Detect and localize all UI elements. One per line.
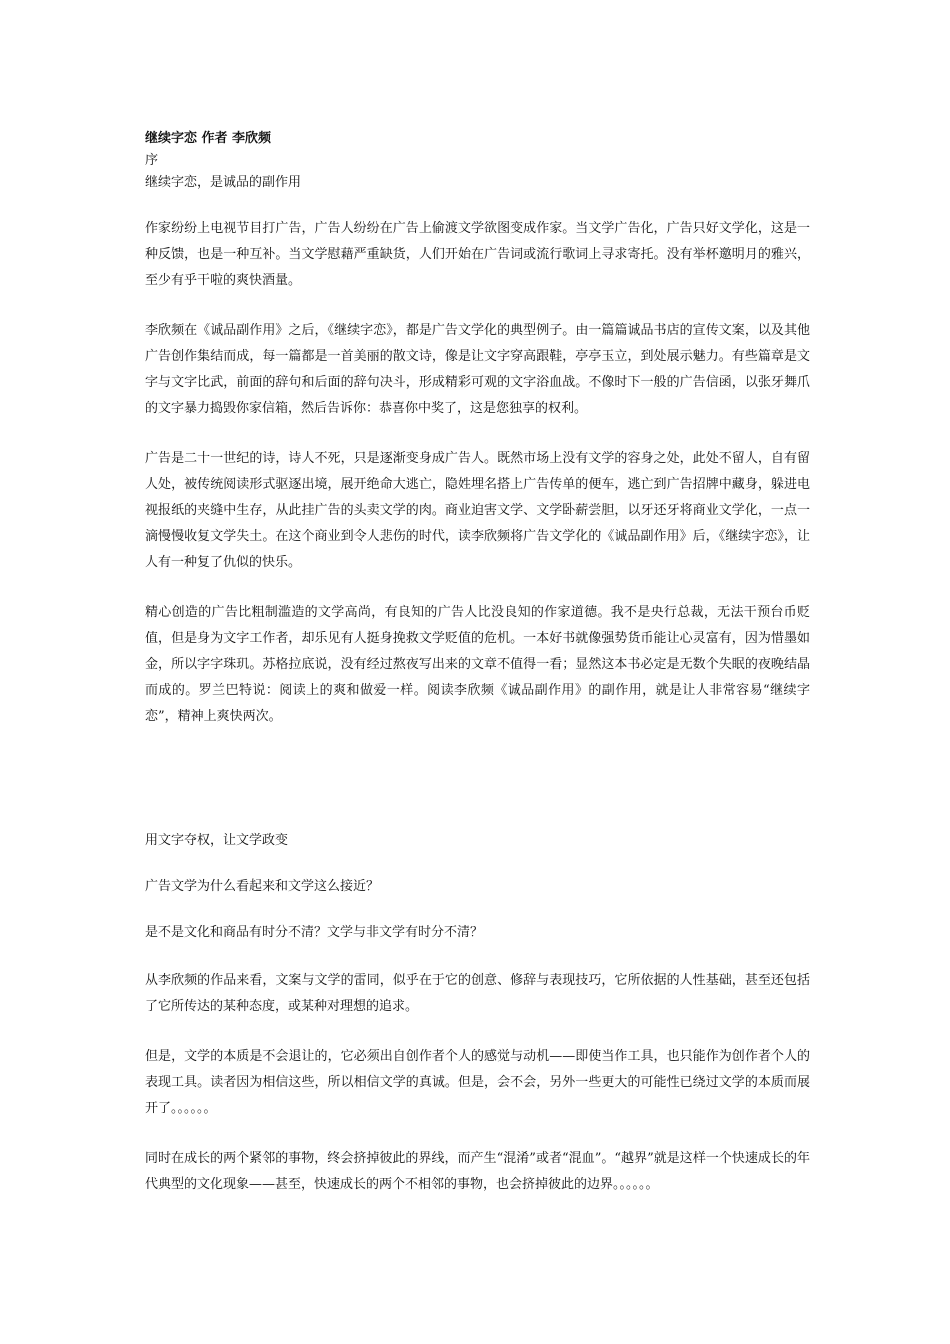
preface-label: 序 <box>145 153 159 168</box>
preface-paragraph-1: 作家纷纷上电视节目打广告，广告人纷纷在广告上偷渡文学欲图变成作家。当文学广告化，广告只好文学化，这是一种反馈，也是一种互补。当文学慰藉严重缺货，人们开始在广告词或流行歌词上寻求寄托。没有举杯邀明月的雅兴，至少有乎干啦的爽快酒量。 <box>145 221 810 288</box>
section2-line-2: 是不是文化和商品有时分不清？文学与非文学有时分不清？ <box>145 925 484 940</box>
preface-paragraph-2: 李欣频在《诚品副作用》之后，《继续字恋》，都是广告文学化的典型例子。由一篇篇诚品书店的宣传文案，以及其他广告创作集结而成，每一篇都是一首美丽的散文诗，像是让文字穿高跟鞋，亭亭玉立，到处展示魅力。有些篇章是文字与文字比武，前面的辞句和后面的辞句决斗，形成精彩可观的文字浴血战。不像时下一般的广告信函，以张牙舞爪的文字暴力捣毁你家信箱，然后告诉你：恭喜你中奖了，这是您独享的权利。 <box>145 323 810 416</box>
preface-paragraph-4: 精心创造的广告比粗制滥造的文学高尚，有良知的广告人比没良知的作家道德。我不是央行总裁，无法干预台币贬值，但是身为文字工作者，却乐见有人挺身挽救文学贬值的危机。一本好书就像强势货币能让心灵富有，因为惜墨如金，所以字字珠玑。苏格拉底说，没有经过熬夜写出来的文章不值得一看；显然这本书必定是无数个失眠的夜晚结晶而成的。罗兰巴特说：阅读上的爽和做爱一样。阅读李欣频《诚品副作用》的副作用，就是让人非常容易“继续字恋”，精神上爽快两次。 <box>145 605 810 724</box>
preface-paragraph-3: 广告是二十一世纪的诗，诗人不死，只是逐渐变身成广告人。既然市场上没有文学的容身之处，此处不留人，自有留人处，被传统阅读形式驱逐出境，展开绝命大逃亡，隐姓埋名搭上广告传单的便车，逃亡到广告招牌中藏身，躲进电视报纸的夹缝中生存，从此挂广告的头卖文学的肉。商业迫害文学、文学卧薪尝胆，以牙还牙将商业文学化，一点一滴慢慢收复文学失土。在这个商业到令人悲伤的时代，读李欣频将广告文学化的《诚品副作用》后，《继续字恋》，让人有一种复了仇似的快乐。 <box>145 451 810 570</box>
document-title: 继续字恋 作者 李欣频 <box>145 131 272 146</box>
section2-paragraph-1: 从李欣频的作品来看，文案与文学的雷同，似乎在于它的创意、修辞与表现技巧，它所依据的人性基础，甚至还包括了它所传达的某种态度，或某种对理想的追求。 <box>145 973 810 1014</box>
section2-paragraph-3: 同时在成长的两个紧邻的事物，终会挤掉彼此的界线，而产生“混淆”或者“混血”。“越界”就是这样一个快速成长的年代典型的文化现象——甚至，快速成长的两个不相邻的事物，也会挤掉彼此的边界。。。。。。 <box>145 1151 810 1192</box>
spacer <box>145 194 810 216</box>
section2-line-1: 广告文学为什么看起来和文学这么接近？ <box>145 879 380 894</box>
spacer <box>145 754 810 830</box>
document-page <box>145 128 810 1222</box>
section2-paragraph-2: 但是，文学的本质是不会退让的，它必须出自创作者个人的感觉与动机——即使当作工具，也只能作为创作者个人的表现工具。读者因为相信这些，所以相信文学的真诚。但是，会不会，另外一些更大的可能性已绕过文学的本质而展开了。。。。。。 <box>145 1049 810 1116</box>
preface-heading: 继续字恋，是诚品的副作用 <box>145 175 302 190</box>
section2-heading: 用文字夺权，让文学政变 <box>145 833 289 848</box>
